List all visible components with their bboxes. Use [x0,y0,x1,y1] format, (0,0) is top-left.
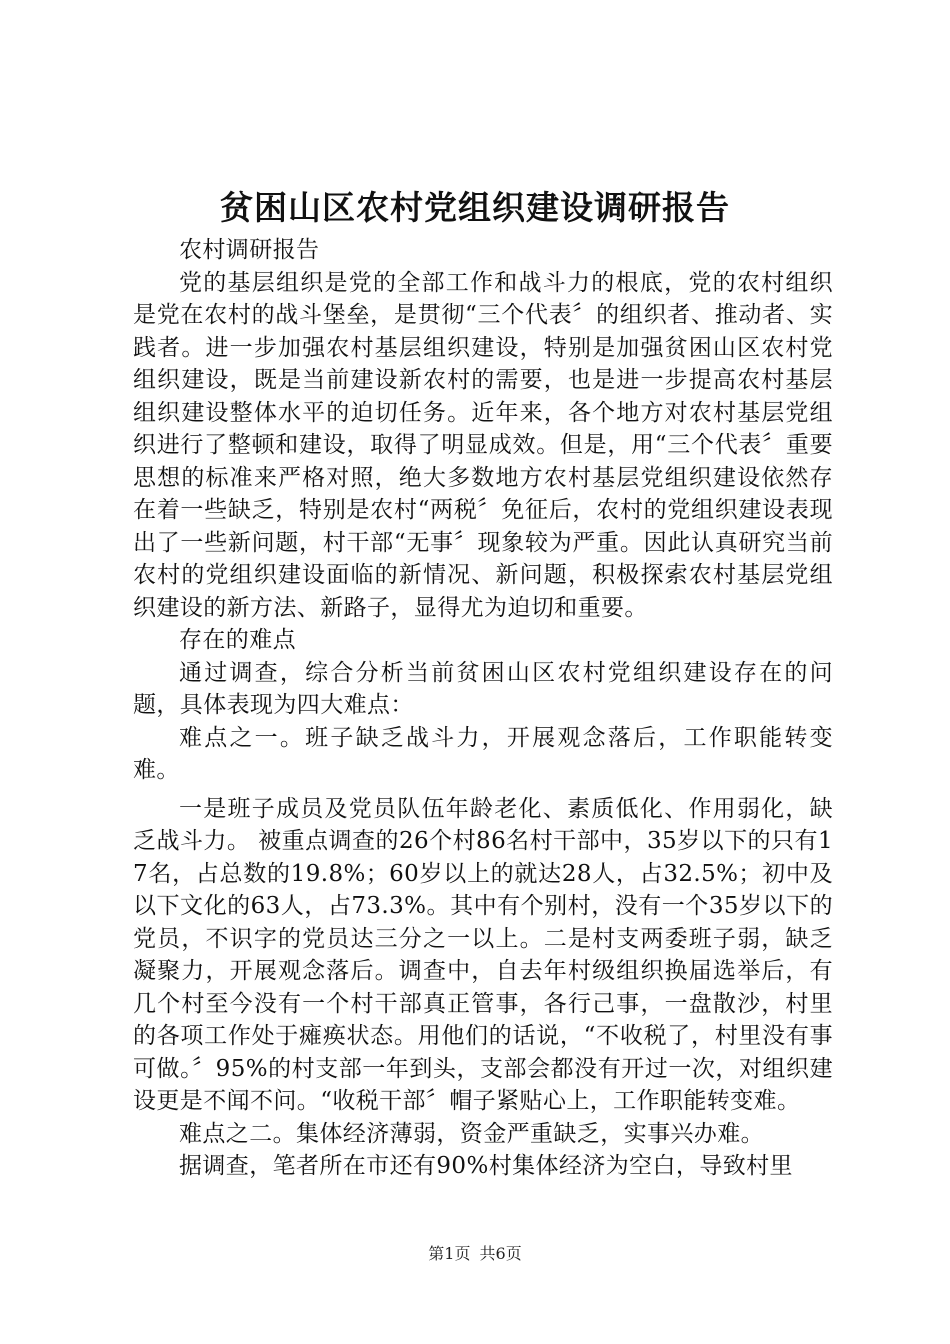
paragraph-difficulty-one-detail: 一是班子成员及党员队伍年龄老化、素质低化、作用弱化，缺乏战斗力。 被重点调查的26个村86名村干部中，35岁以下的只有17名，占总数的19.8%；60岁以上的就达28人，占32.5%；初中及以下文化的63人，占73.3%。其中有个别村，没有一个35岁以下的党员，不识字的党员达三分之一以上。二是村支两委班子弱，缺乏凝聚力，开展观念落后。调查中，自去年村级组织换届选举后，有几个村至今没有一个村干部真正管事，各行己事，一盘散沙，村里的各项工作处于瘫痪状态。用他们的话说，“不收税了，村里没有事可做。〞95%的村支部一年到头，支部会都没有开过一次，对组织建设更是不闻不问。“收税干部〞帽子紧贴心上，工作职能转变难。 [133,795,833,1114]
page-total: 共6页 [479,1244,522,1263]
intro-paragraph: 党的基层组织是党的全部工作和战斗力的根底，党的农村组织是党在农村的战斗堡垒，是贯彻“三个代表〞的组织者、推动者、实践者。进一步加强农村基层组织建设，特别是加强贫困山区农村党组织建设，既是当前建设新农村的需要，也是进一步提高农村基层组织建设整体水平的迫切任务。近年来，各个地方对农村基层党组织进行了整顿和建设，取得了明显成效。但是，用“三个代表〞重要思想的标准来严格对照，绝大多数地方农村基层党组织建设依然存在着一些缺乏，特别是农村“两税〞免征后，农村的党组织建设表现出了一些新问题，村干部“无事〞现象较为严重。因此认真研究当前农村的党组织建设面临的新情况、新问题，积极探索农村基层党组织建设的新方法、新路子，显得尤为迫切和重要。 [133,269,833,621]
document-body [133,234,833,1183]
document-title: 贫困山区农村党组织建设调研报告 [220,188,730,227]
paragraph-difficulty-two: 难点之二。集体经济薄弱，资金严重缺乏，实事兴办难。 [179,1120,764,1147]
paragraph-difficulty-two-detail: 据调查，笔者所在市还有90%村集体经济为空白，导致村里 [179,1153,793,1179]
section-heading-difficulties: 存在的难点 [179,627,296,653]
subtitle-paragraph: 农村调研报告 [179,237,320,263]
page-number: 第1页 [428,1244,471,1263]
paragraph-difficulty-one: 难点之一。班子缺乏战斗力，开展观念落后，工作职能转变难。 [133,724,833,783]
page-footer [0,1244,950,1264]
paragraph-overview: 通过调查，综合分析当前贫困山区农村党组织建设存在的问题，具体表现为四大难点： [133,659,833,718]
